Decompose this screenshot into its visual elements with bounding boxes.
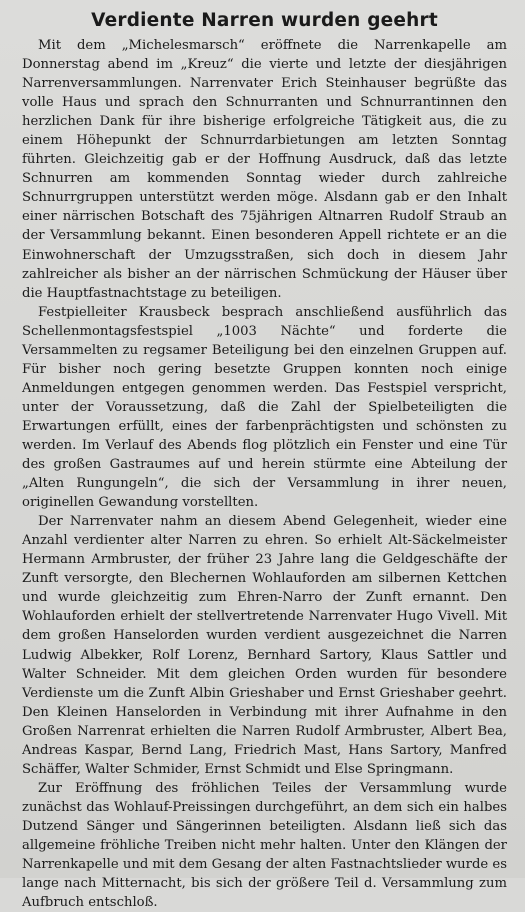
article-paragraph-4: Zur Eröffnung des fröhlichen Teiles der Versammlung wurde zunächst das Wohlauf-Preissingen durchgeführt, an dem sich ein halbes Dutzend Sänger und Sängerinnen beteiligten. Alsdann ließ sich das allgemeine fröhliche Treiben nicht mehr halten. Unter den Klängen der Narrenkapelle und mit dem Gesang der alten Fastnachtslieder wurde es lange nach Mitternacht, bis sich der größere Teil d. Versammlung zum Aufbruch entschloß. [22, 780, 507, 911]
article-headline: Verdiente Narren wurden geehrt [91, 10, 438, 31]
article-paragraph-3: Der Narrenvater nahm an diesem Abend Gelegenheit, wieder eine Anzahl verdienter alter Narren zu ehren. So erhielt Alt-Säckelmeister Hermann Armbruster, der früher 23 Jahre lang die Geldgeschäfte der Zunft versorgte, den Blechernen Wohlauforden am silbernen Kettchen und wurde gleichzeitig zum Ehren-Narro der Zunft ernannt. Den Wohlauforden erhielt der stellvertretende Narrenvater Hugo Vivell. Mit dem großen Hanselorden wurden verdient ausgezeichnet die Narren Ludwig Albekker, Rolf Lorenz, Bernhard Sartory, Klaus Sattler und Walter Schneider. Mit dem gleichen Orden wurden für besondere Verdienste um die Zunft Albin Grieshaber und Ernst Grieshaber geehrt. Den Kleinen Hanselorden in Verbindung mit ihrer Aufnahme in den Großen Narrenrat erhielten die Narren Rudolf Armbruster, Albert Bea, Andreas Kaspar, Bernd Lang, Friedrich Mast, Hans Sartory, Manfred Schäffer, Walter Schmider, Ernst Schmidt und Else Springmann. [22, 514, 507, 777]
article-paragraph-2: Festpielleiter Krausbeck besprach anschließend ausführlich das Schellenmontagsfestspiel „1003 Nächte“ und forderte die Versammelten zu regsamer Beteiligung bei den einzelnen Gruppen auf. Für bisher noch gering besetzte Gruppen konnten noch einige Anmeldungen entgegen genommen werden. Das Festspiel verspricht, unter der Voraussetzung, daß die Zahl der Spielbeteiligten die Erwartungen erfüllt, eines der farbenprächtigsten und schönsten zu werden. Im Verlauf des Abends flog plötzlich ein Fenster und eine Tür des großen Gastraumes auf und herein stürmte eine Abteilung der „Alten Rungungeln“, die sich der Versammlung in ihrer neuen, originellen Gewandung vorstellten. [22, 304, 507, 511]
article-paragraph-1: Mit dem „Michelesmarsch“ eröffnete die Narrenkapelle am Donnerstag abend im „Kreuz“ die vierte und letzte der diesjährigen Narrenversammlungen. Narrenvater Erich Steinhauser begrüßte das volle Haus und sprach den Schnurranten und Schnurrantinnen den herzlichen Dank für ihre bisherige erfolgreiche Tätigkeit aus, die zu einem Höhepunkt der Schnurrdarbietungen am letzten Sonntag führten. Gleichzeitig gab er der Hoffnung Ausdruck, daß das letzte Schnurren am kommenden Sonntag wieder durch zahlreiche Schnurrgruppen unterstützt werden möge. Alsdann gab er den Inhalt einer närrischen Botschaft des 75jährigen Altnarren Rudolf Straub an der Versammlung bekannt. Einen besonderen Appell richtete er an die Einwohnerschaft der Umzugsstraßen, sich doch in diesem Jahr zahlreicher als bisher an der närrischen Schmückung der Häuser über die Hauptfastnachtstage zu beteiligen. [22, 38, 507, 301]
